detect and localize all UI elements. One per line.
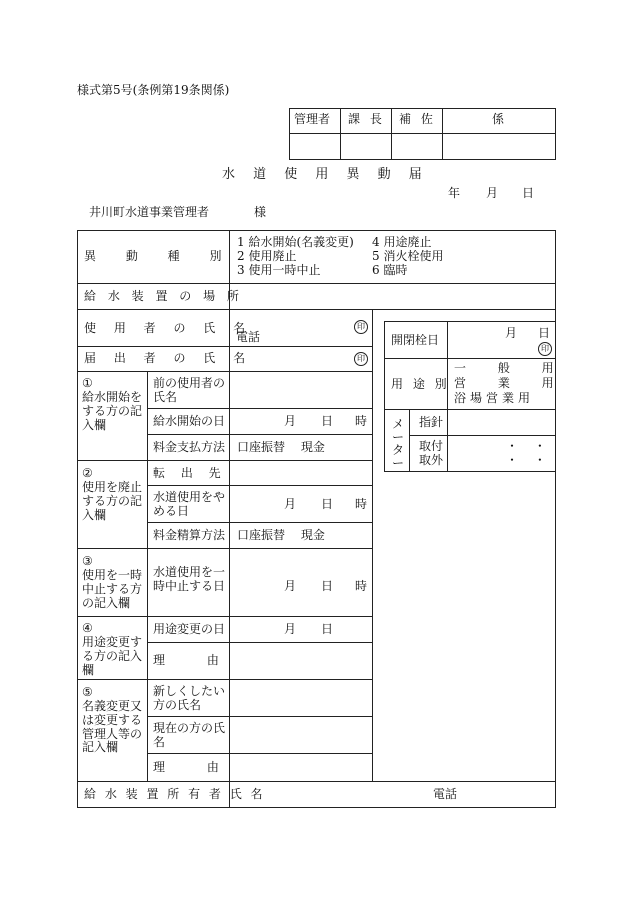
applicant-label: 届 出 者 の 氏 名: [84, 351, 246, 365]
change-type-option-1[interactable]: 1 給水開始(名義変更): [237, 235, 354, 249]
usage-change-day: 日: [321, 622, 334, 636]
approval-manager: 管理者: [294, 112, 331, 126]
usage-change-reason-field[interactable]: [231, 644, 370, 678]
section2-title: 使用を廃止する方の記入欄: [82, 480, 143, 522]
new-name-label: 新しくしたい方の氏名: [153, 684, 226, 712]
start-day: 日: [321, 414, 334, 428]
date-month: 月: [486, 186, 499, 200]
honorific: 様: [254, 205, 267, 219]
approval-section-chief: 課 長: [348, 112, 382, 126]
suspend-month: 月: [284, 579, 297, 593]
name-change-reason-field[interactable]: [231, 755, 370, 780]
new-name-field[interactable]: [231, 681, 370, 715]
owner-name-field[interactable]: [231, 783, 421, 806]
usage-option-business[interactable]: 営 業 用: [454, 376, 554, 390]
current-name-field[interactable]: [231, 718, 370, 752]
section5-marker: ⑤: [82, 685, 93, 699]
date-day: 日: [522, 186, 535, 200]
usage-label: 用 途 別: [391, 377, 447, 391]
place-label: 給 水 装 置 の 場 所: [84, 289, 242, 303]
approval-assistant: 補 佐: [399, 112, 433, 126]
payment-label: 料金支払方法: [153, 440, 226, 454]
moving-to-label: 転 出 先: [153, 466, 221, 480]
start-date-label: 給水開始の日: [153, 414, 226, 428]
change-type-option-2[interactable]: 2 使用廃止: [237, 249, 297, 263]
place-field[interactable]: [231, 285, 554, 308]
usage-option-general[interactable]: 一 般 用: [454, 361, 554, 375]
suspend-date-label: 水道使用を一時中止する日: [153, 565, 226, 593]
current-name-label: 現在の方の氏名: [153, 721, 226, 749]
settlement-label: 料金精算方法: [153, 528, 226, 542]
section3-marker: ③: [82, 554, 93, 568]
change-type-option-5[interactable]: 5 消火栓使用: [372, 249, 444, 263]
stop-date-label: 水道使用をやめる日: [153, 490, 226, 518]
form-reference: 様式第5号(条例第19条関係): [77, 83, 230, 97]
stop-hour: 時: [355, 497, 368, 511]
start-month: 月: [284, 414, 297, 428]
change-type-label: 異 動 種 別: [84, 249, 222, 263]
section3-title: 使用を一時中止する方の記入欄: [82, 568, 143, 610]
prev-user-label: 前の使用者の氏名: [153, 376, 226, 404]
section1-marker: ①: [82, 376, 93, 390]
usage-change-reason-label: 理 由: [153, 653, 219, 667]
form-title: 水 道 使 用 異 動 届: [222, 167, 422, 182]
owner-label: 給 水 装 置 所 有 者 氏 名: [84, 787, 265, 801]
section2-marker: ②: [82, 466, 93, 480]
section4-title: 用途変更する方の記入欄: [82, 635, 143, 677]
section1-title: 給水開始をする方の記入欄: [82, 390, 143, 432]
prev-user-field[interactable]: [231, 373, 370, 407]
approval-staff: 係: [492, 112, 505, 126]
change-type-option-3[interactable]: 3 使用一時中止: [237, 263, 321, 277]
settlement-options[interactable]: 口座振替 現金: [237, 528, 325, 542]
seal-icon: 印: [354, 352, 368, 366]
date-year: 年: [448, 186, 461, 200]
moving-to-field[interactable]: [231, 462, 370, 484]
seal-icon: 印: [538, 342, 552, 356]
name-change-reason-label: 理 由: [153, 760, 219, 774]
suspend-hour: 時: [355, 579, 368, 593]
valve-date-label: 開閉栓日: [391, 333, 440, 347]
section5-title: 名義変更又は変更する管理人等の記入欄: [82, 699, 143, 755]
valve-day: 日: [538, 326, 551, 340]
start-hour: 時: [355, 414, 368, 428]
applicant-field[interactable]: [231, 348, 351, 370]
meter-label: メーター: [392, 417, 405, 470]
install-remove-label: 取付 取外: [419, 439, 444, 467]
user-name-field[interactable]: [231, 311, 351, 345]
section4-marker: ④: [82, 621, 93, 635]
remove-date-dots: ・ ・: [506, 453, 546, 467]
addressee: 井川町水道事業管理者: [89, 205, 210, 219]
stop-day: 日: [321, 497, 334, 511]
payment-options[interactable]: 口座振替 現金: [237, 440, 325, 454]
suspend-day: 日: [321, 579, 334, 593]
install-date-dots: ・ ・: [506, 439, 546, 453]
meter-reading-label: 指針: [419, 415, 444, 429]
usage-change-date-label: 用途変更の日: [153, 622, 226, 636]
approval-stamp-box[interactable]: [290, 134, 555, 159]
change-type-option-4[interactable]: 4 用途廃止: [372, 235, 432, 249]
user-name-label: 使 用 者 の 氏 名: [84, 321, 246, 335]
seal-icon: 印: [354, 320, 368, 334]
owner-phone-label: 電話: [433, 787, 458, 801]
user-phone-label: 電話: [236, 330, 261, 344]
stop-month: 月: [284, 497, 297, 511]
valve-month: 月: [505, 326, 518, 340]
usage-option-bathhouse[interactable]: 浴場営業用: [454, 391, 535, 405]
usage-change-month: 月: [284, 622, 297, 636]
change-type-option-6[interactable]: 6 臨時: [372, 263, 408, 277]
meter-reading-field[interactable]: [449, 411, 554, 434]
